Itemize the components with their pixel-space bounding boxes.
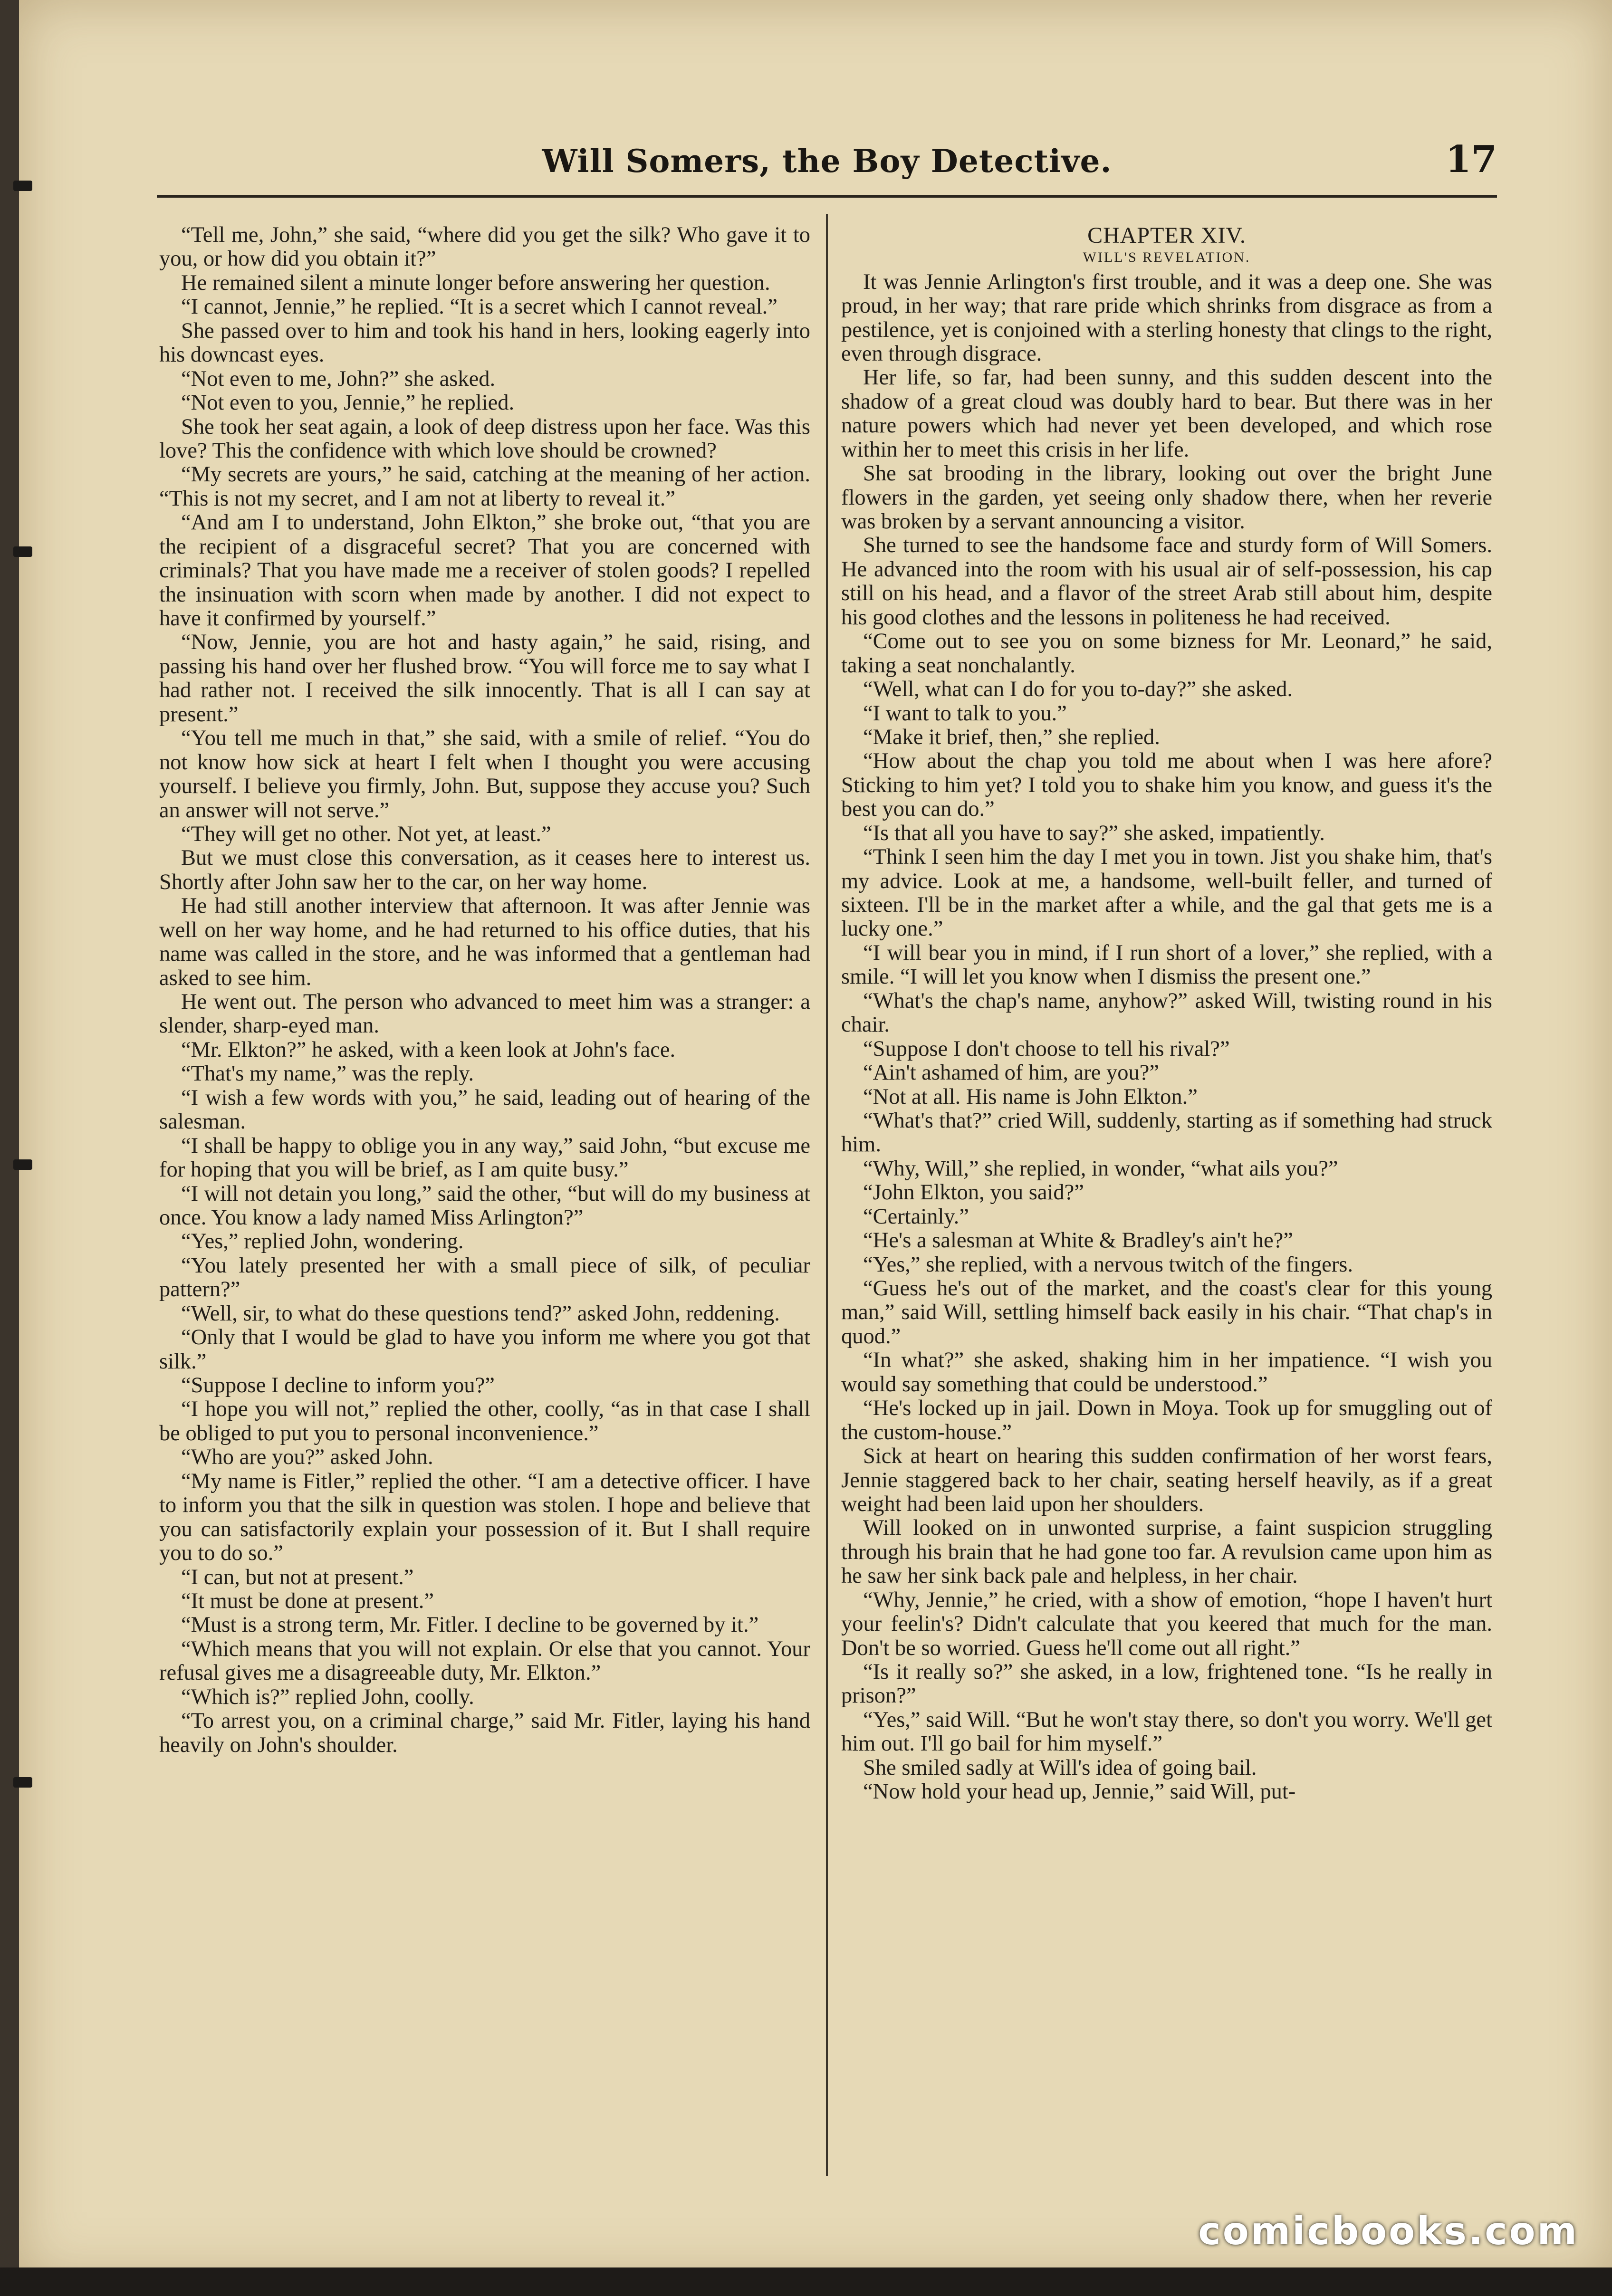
paragraph: “What's that?” cried Will, suddenly, starting as if something had struck him. [841, 1108, 1492, 1157]
paragraph: “I shall be happy to oblige you in any way,” said John, “but excuse me for hoping that you will be brief, as I am quite busy.” [159, 1133, 810, 1182]
paragraph: “I will not detain you long,” said the other, “but will do my business at once. You know a lady named Miss Arlington?” [159, 1181, 810, 1230]
paragraph: “Why, Jennie,” he cried, with a show of emotion, “hope I haven't hurt your feelin's? Didn't calculate that you keered that much for the man. Don't be so worried. Guess he'll come out all right.” [841, 1588, 1492, 1660]
paragraph: “Not at all. His name is John Elkton.” [863, 1084, 1198, 1109]
paragraph: “Tell me, John,” she said, “where did you get the silk? Who gave it to you, or how did you obtain it?” [159, 223, 810, 271]
paragraph: “I wish a few words with you,” he said, leading out of hearing of the salesman. [159, 1085, 810, 1134]
paragraph: “My name is Fitler,” replied the other. “I am a detective officer. I have to inform you that the silk in question was stolen. I hope and believe that you can satisfactorily explain your possession of it. But I shall require you to do so.” [159, 1469, 810, 1566]
chapter-heading: CHAPTER XIV. [1087, 223, 1246, 248]
paragraph: “Yes,” said Will. “But he won't stay there, so don't you worry. We'll get him out. I'll go bail for him myself.” [841, 1707, 1492, 1756]
left-text-column [159, 223, 810, 2195]
paragraph: “Suppose I decline to inform you?” [181, 1373, 495, 1397]
paragraph: “In what?” she asked, shaking him in her impatience. “I wish you would say something that could be understood.” [841, 1348, 1492, 1397]
paragraph: Will looked on in unwonted surprise, a faint suspicion struggling through his brain that he had gone too far. A revulsion came upon him as he saw her sink back pale and helpless, in her chair. [841, 1516, 1492, 1588]
paragraph: Sick at heart on hearing this sudden confirmation of her worst fears, Jennie staggered back to her chair, seating herself heavily, as if a great weight had been laid upon her shoulders. [841, 1444, 1492, 1516]
paragraph: “What's the chap's name, anyhow?” asked Will, twisting round in his chair. [841, 988, 1492, 1037]
binding-hole-mark [13, 1777, 32, 1788]
paragraph: “Come out to see you on some bizness for Mr. Leonard,” he said, taking a seat nonchalantly. [841, 629, 1492, 678]
paragraph: “It must be done at present.” [181, 1588, 434, 1613]
paragraph: “John Elkton, you said?” [863, 1180, 1084, 1205]
paragraph: “How about the chap you told me about when I was here afore? Sticking to him yet? I told you to shake him you know, and guess it's the best you can do.” [841, 749, 1492, 822]
paragraph: “Not even to you, Jennie,” he replied. [181, 391, 515, 415]
paragraph: “Yes,” replied John, wondering. [181, 1229, 464, 1254]
paragraph: “To arrest you, on a criminal charge,” said Mr. Fitler, laying his hand heavily on John's shoulder. [159, 1709, 810, 1757]
paragraph: “Must is a strong term, Mr. Fitler. I decline to be governed by it.” [181, 1613, 759, 1637]
paragraph: “Well, what can I do for you to-day?” she asked. [863, 677, 1293, 702]
right-text-column [841, 223, 1492, 2195]
paragraph: “Yes,” she replied, with a nervous twitch of the fingers. [863, 1252, 1353, 1277]
paragraph: “You lately presented her with a small piece of silk, of peculiar pattern?” [159, 1253, 810, 1302]
paragraph: “Now hold your head up, Jennie,” said Will, put- [863, 1779, 1296, 1804]
watermark-logo: comicbooks.com [1198, 2209, 1579, 2253]
paragraph: “I will bear you in mind, if I run short of a lover,” she replied, with a smile. “I will let you know when I dismiss the present one.” [841, 940, 1492, 989]
paragraph: “I cannot, Jennie,” he replied. “It is a secret which I cannot reveal.” [181, 295, 777, 319]
paragraph: “They will get no other. Not yet, at least.” [181, 822, 551, 846]
scan-bottom-edge [0, 2267, 1612, 2296]
paragraph: “My secrets are yours,” he said, catching at the meaning of her action. “This is not my secret, and I am not at liberty to reveal it.” [159, 462, 810, 511]
paragraph: “Guess he's out of the market, and the coast's clear for this young man,” said Will, settling himself back easily in his chair. “That chap's in quod.” [841, 1276, 1492, 1349]
paragraph: Her life, so far, had been sunny, and this sudden descent into the shadow of a great cloud was doubly hard to bear. But there was in her nature powers which had never yet been developed, and which rose within her to meet this crisis in her life. [841, 365, 1492, 462]
paragraph: “That's my name,” was the reply. [181, 1062, 474, 1086]
paragraph: “Only that I would be glad to have you inform me where you got that silk.” [159, 1325, 810, 1374]
paragraph: He remained silent a minute longer before answering her question. [181, 270, 770, 295]
paragraph: “Suppose I don't choose to tell his rival?” [863, 1036, 1230, 1061]
paragraph: “I hope you will not,” replied the other, coolly, “as in that case I shall be obliged to put you to personal inconvenience.” [159, 1397, 810, 1445]
paragraph: “I want to talk to you.” [863, 701, 1067, 726]
paragraph: “Which is?” replied John, coolly. [181, 1684, 474, 1709]
binding-hole-mark [13, 546, 32, 557]
paragraph: “I can, but not at present.” [181, 1565, 414, 1589]
paragraph: But we must close this conversation, as it ceases here to interest us. Shortly after John saw her to the car, on her way home. [159, 846, 810, 894]
binding-hole-mark [13, 181, 32, 191]
paragraph: “Make it brief, then,” she replied. [863, 725, 1160, 749]
paragraph: She smiled sadly at Will's idea of going bail. [863, 1755, 1257, 1780]
running-header [157, 119, 1497, 204]
paragraph: She took her seat again, a look of deep distress upon her face. Was this love? This the confidence with which love should be crowned? [159, 414, 810, 463]
paragraph: It was Jennie Arlington's first trouble, and it was a deep one. She was proud, in her way; that rare pride which shrinks from disgrace as from a pestilence, yet is conjoined with a sterling honesty that clings to the right, even through disgrace. [841, 269, 1492, 366]
paragraph: “Not even to me, John?” she asked. [181, 366, 496, 391]
paragraph: “Is it really so?” she asked, in a low, frightened tone. “Is he really in prison?” [841, 1660, 1492, 1708]
header-rule [157, 195, 1497, 198]
paragraph: “You tell me much in that,” she said, with a smile of relief. “You do not know how sick at heart I felt when I thought you were accusing yourself. I believe you firmly, John. But, suppose they accuse you? Such an answer will not serve.” [159, 726, 810, 823]
running-title: Will Somers, the Boy Detective. [542, 143, 1112, 180]
paragraph: “Is that all you have to say?” she asked, impatiently. [863, 821, 1325, 845]
page-number: 17 [1445, 138, 1497, 181]
paragraph: “And am I to understand, John Elkton,” she broke out, “that you are the recipient of a disgraceful secret? That you are concerned with criminals? That you have made me a receiver of stolen goods? I repelled the insinuation with scorn when made by another. I did not expect to have it confirmed by yourself.” [159, 510, 810, 631]
paragraph: She turned to see the handsome face and sturdy form of Will Somers. He advanced into the room with his usual air of self-possession, his cap still on his head, and a flavor of the street Arab still about him, despite his good clothes and the lessons in politeness he had received. [841, 533, 1492, 630]
paragraph: “Which means that you will not explain. Or else that you cannot. Your refusal gives me a disagreeable duty, Mr. Elkton.” [159, 1636, 810, 1685]
paragraph: “Ain't ashamed of him, are you?” [863, 1061, 1159, 1085]
paragraph: “Well, sir, to what do these questions tend?” asked John, reddening. [181, 1301, 780, 1326]
paragraph: He had still another interview that afternoon. It was after Jennie was well on her way home, and he had returned to his office duties, that his name was called in the store, and he was informed that a gentleman had asked to see him. [159, 894, 810, 990]
paragraph: She passed over to him and took his hand in hers, looking eagerly into his downcast eyes. [159, 318, 810, 367]
paragraph: She sat brooding in the library, looking out over the bright June flowers in the garden, yet seeing only shadow there, when her reverie was broken by a servant announcing a visitor. [841, 461, 1492, 534]
chapter-subtitle: WILL'S REVELATION. [1083, 249, 1251, 266]
paragraph: “Mr. Elkton?” he asked, with a keen look at John's face. [181, 1037, 676, 1062]
paragraph: He went out. The person who advanced to meet him was a stranger: a slender, sharp-eyed man. [159, 990, 810, 1038]
paragraph: “Now, Jennie, you are hot and hasty again,” he said, rising, and passing his hand over her flushed brow. “You will force me to say what I had rather not. I received the silk innocently. That is all I can say at present.” [159, 630, 810, 727]
paragraph: “He's a salesman at White & Bradley's ain't he?” [863, 1228, 1293, 1253]
binding-hole-mark [13, 1159, 32, 1170]
paragraph: “Who are you?” asked John. [181, 1445, 433, 1470]
column-divider [826, 214, 828, 2176]
paragraph: “Think I seen him the day I met you in town. Jist you shake him, that's my advice. Look at me, a handsome, well-built feller, and turned of sixteen. I'll be in the market after a while, and the gal that gets me is a lucky one.” [841, 845, 1492, 941]
paragraph: “Why, Will,” she replied, in wonder, “what ails you?” [863, 1156, 1338, 1181]
paragraph: “Certainly.” [863, 1204, 969, 1229]
paragraph: “He's locked up in jail. Down in Moya. Took up for smuggling out of the custom-house.” [841, 1396, 1492, 1445]
